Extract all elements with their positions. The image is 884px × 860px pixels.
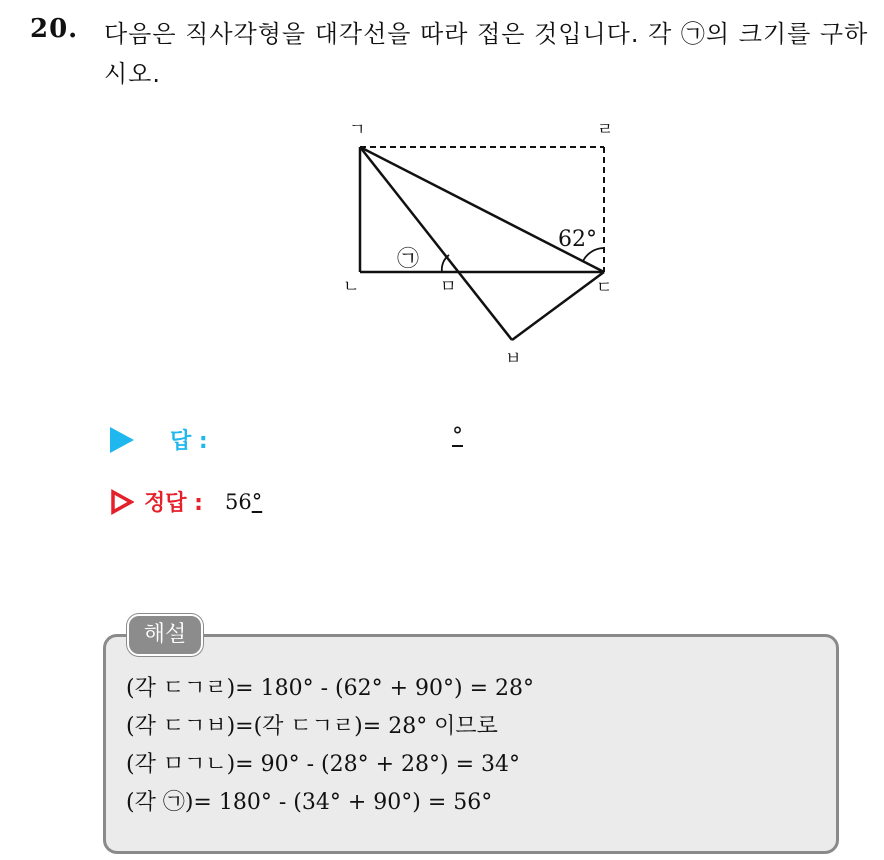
- label-bottom-right: ㄷ: [596, 278, 613, 298]
- correct-answer-row: [110, 486, 262, 517]
- label-bottom-left: ㄴ: [343, 277, 360, 297]
- answer-blank-unit: °: [452, 424, 463, 449]
- play-triangle-icon: [110, 427, 134, 453]
- answer-label: 답 :: [170, 429, 208, 454]
- correct-answer-value: 56°: [224, 489, 263, 514]
- outline-triangle-icon: [110, 489, 134, 515]
- folded-edge-top: [360, 147, 512, 340]
- label-folded: ㅂ: [505, 349, 522, 369]
- label-top-right: ㄹ: [597, 120, 614, 140]
- correct-answer-label: 정답 :: [144, 491, 203, 516]
- question-number: 20.: [30, 14, 79, 44]
- solution-line-2: (각 ㄷㄱㅂ)=(각 ㄷㄱㄹ)= 28° 이므로: [126, 714, 498, 739]
- solution-line-3: (각 ㅁㄱㄴ)= 90° - (28° + 28°) = 34°: [126, 752, 520, 777]
- label-top-left: ㄱ: [349, 120, 366, 140]
- question-text: 다음은 직사각형을 대각선을 따라 접은 것입니다. 각 ㉠의 크기를 구하시오.: [104, 20, 869, 88]
- solution-lines: [126, 670, 534, 822]
- solution-tag: 해설: [127, 614, 203, 656]
- solution-line-4: (각 ㉠)= 180° - (34° + 90°) = 56°: [126, 790, 493, 815]
- folded-edge-bottom: [512, 272, 604, 340]
- answer-blank-row: [110, 424, 208, 455]
- angle-62-label: 62°: [558, 227, 597, 252]
- angle-target-mark: ㉠: [397, 247, 420, 272]
- folded-rectangle-figure: [0, 0, 884, 420]
- label-middle: ㅁ: [440, 277, 457, 297]
- solution-line-1: (각 ㄷㄱㄹ)= 180° - (62° + 90°) = 28°: [126, 676, 534, 701]
